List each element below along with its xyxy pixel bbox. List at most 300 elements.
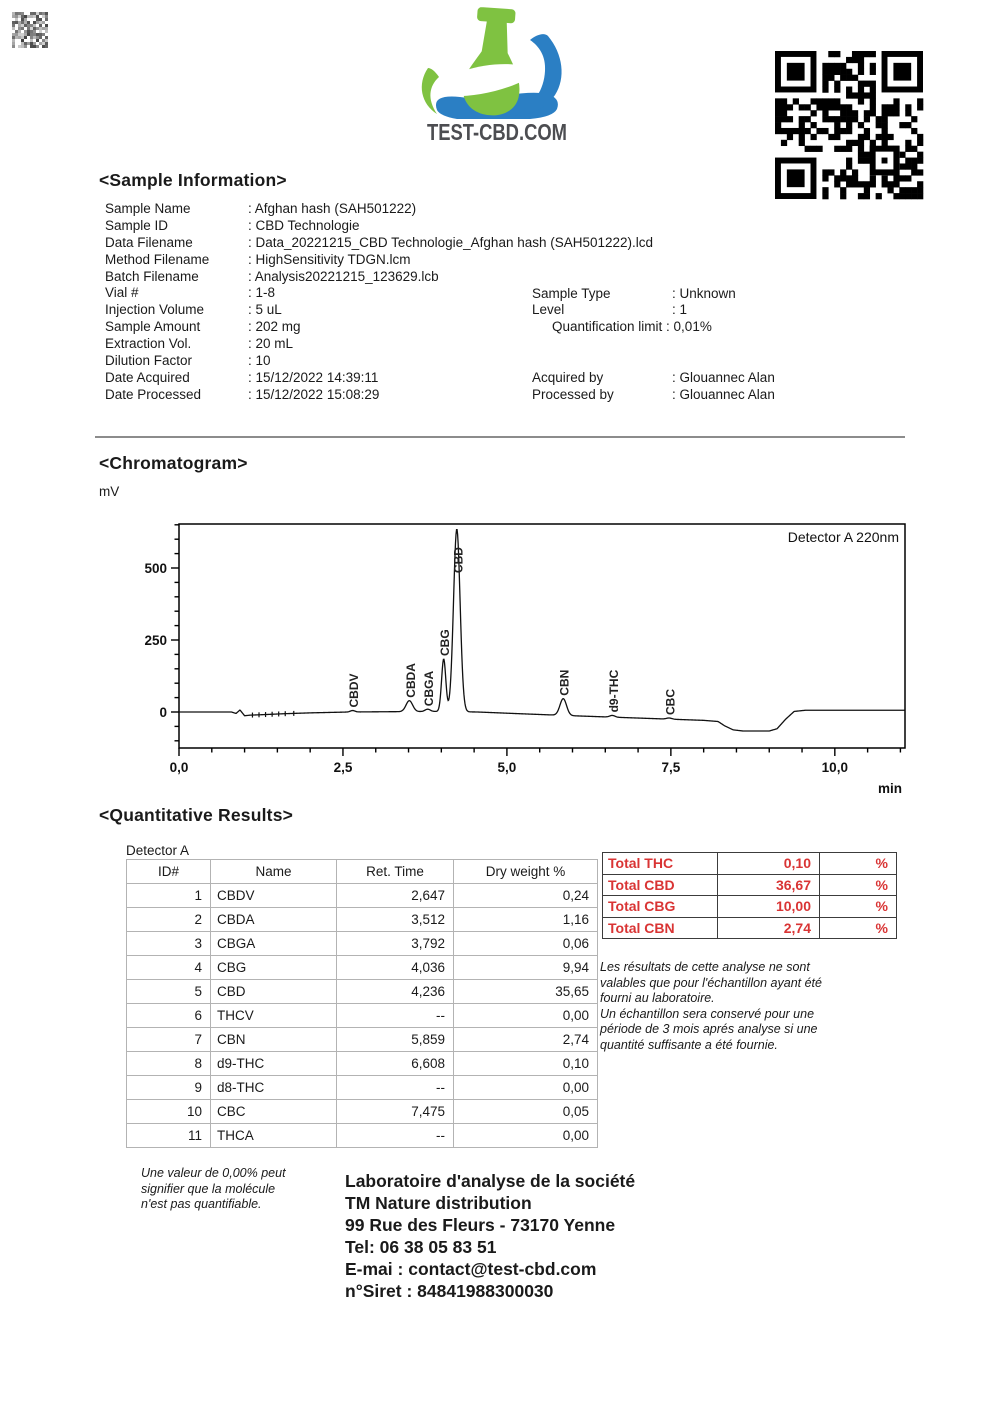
qr-module: [822, 75, 828, 81]
qr-finder-core: [893, 63, 911, 81]
datamatrix-module: [21, 42, 24, 45]
datamatrix-module: [21, 12, 24, 15]
table-cell: CBDA: [211, 908, 337, 932]
info-value: : 1-8: [248, 285, 276, 301]
qr-module: [876, 122, 882, 128]
qr-module: [870, 175, 876, 181]
qr-module: [840, 69, 846, 75]
qr-module: [858, 57, 864, 63]
qr-module: [822, 128, 828, 134]
qr-module: [822, 63, 828, 69]
footer-note: [141, 1166, 336, 1213]
footer-note-line: signifier que la molécule: [141, 1181, 276, 1196]
qr-module: [882, 140, 888, 146]
qr-module: [911, 146, 917, 152]
datamatrix-module: [42, 15, 45, 18]
qr-module: [917, 134, 923, 140]
qr-module: [905, 187, 911, 193]
table-cell: 10: [127, 1100, 211, 1124]
qr-module: [864, 187, 870, 193]
qr-module: [858, 193, 864, 199]
qr-module: [911, 128, 917, 134]
datamatrix-module: [21, 18, 24, 21]
qr-module: [834, 116, 840, 122]
y-tick-label: 500: [144, 561, 167, 576]
info-row: [105, 218, 705, 235]
datamatrix-module: [36, 33, 39, 36]
qr-module: [905, 140, 911, 146]
datamatrix-module: [30, 24, 33, 27]
qr-module: [852, 175, 858, 181]
disclaimer-line: valables que pour l'échantillon ayant été: [600, 975, 822, 990]
datamatrix-module: [36, 45, 39, 48]
totals-cell: %: [820, 917, 897, 939]
qr-module: [822, 110, 828, 116]
qr-module: [864, 158, 870, 164]
column-header: Name: [211, 860, 337, 884]
totals-cell: Total CBD: [603, 874, 718, 896]
chromatogram-trace: [179, 530, 905, 731]
column-header: Dry weight %: [454, 860, 598, 884]
qr-module: [858, 181, 864, 187]
qr-module: [846, 181, 852, 187]
contact-line: Tel: 06 38 05 83 51: [345, 1237, 497, 1257]
qr-module: [882, 122, 888, 128]
qr-module: [828, 116, 834, 122]
table-cell: THCV: [211, 1004, 337, 1028]
section-divider: [95, 436, 905, 438]
analysis-disclaimer: [600, 960, 895, 1054]
totals-cell: 10,00: [718, 896, 820, 918]
qr-module: [805, 146, 811, 152]
datamatrix-module: [42, 39, 45, 42]
contact-line: E-mai : contact@test-cbd.com: [345, 1259, 597, 1279]
footer-note-line: n'est pas quantifiable.: [141, 1197, 262, 1212]
qr-module: [816, 146, 822, 152]
table-row: [127, 980, 598, 1004]
qr-module: [858, 98, 864, 104]
qr-module: [911, 116, 917, 122]
datamatrix-module: [12, 36, 15, 39]
detector-label: Detector A: [126, 843, 190, 858]
datamatrix-module: [30, 15, 33, 18]
qr-module: [864, 128, 870, 134]
qr-module: [858, 122, 864, 128]
datamatrix-module: [21, 45, 24, 48]
qr-module: [828, 69, 834, 75]
qr-code: [770, 46, 928, 204]
qr-module: [911, 158, 917, 164]
datamatrix-module: [39, 27, 42, 30]
qr-module: [811, 146, 817, 152]
qr-module: [905, 163, 911, 169]
qr-module: [828, 51, 834, 57]
info-row: [105, 235, 705, 252]
peak-label: CBG: [438, 629, 453, 656]
datamatrix-module: [27, 42, 30, 45]
table-row: [127, 1100, 598, 1124]
datamatrix-module: [39, 12, 42, 15]
y-axis-unit-label: mV: [99, 484, 120, 499]
info-label: Data Filename: [105, 234, 193, 250]
datamatrix-module: [45, 12, 48, 15]
contact-line: Laboratoire d'analyse de la société: [345, 1171, 636, 1191]
datamatrix-module: [24, 33, 27, 36]
table-cell: 35,65: [454, 980, 598, 1004]
info-label: Sample Type: [532, 285, 611, 301]
table-cell: CBN: [211, 1028, 337, 1052]
datamatrix-module: [45, 24, 48, 27]
qr-module: [870, 63, 876, 69]
qr-module: [858, 92, 864, 98]
qr-finder-core: [787, 63, 805, 81]
datamatrix-module: [15, 15, 18, 18]
qr-module: [882, 128, 888, 134]
table-cell: 0,10: [454, 1052, 598, 1076]
table-row: [127, 956, 598, 980]
qr-module: [917, 104, 923, 110]
datamatrix-module: [12, 21, 15, 24]
qr-module: [805, 116, 811, 122]
datamatrix-module: [24, 36, 27, 39]
qr-module: [887, 104, 893, 110]
qr-module: [846, 128, 852, 134]
qr-module: [858, 140, 864, 146]
qr-module: [858, 87, 864, 93]
qr-module: [882, 110, 888, 116]
y-tick-label: 0: [159, 705, 167, 720]
totals-cell: Total CBG: [603, 896, 718, 918]
qr-module: [893, 181, 899, 187]
datamatrix-module: [30, 27, 33, 30]
chromatogram-heading: <Chromatogram>: [99, 453, 248, 473]
info-value: : CBD Technologie: [248, 217, 360, 233]
qr-module: [917, 193, 923, 199]
datamatrix-module: [15, 12, 18, 15]
qr-module: [775, 116, 781, 122]
qr-module: [852, 75, 858, 81]
table-cell: 9,94: [454, 956, 598, 980]
table-row: [127, 1028, 598, 1052]
info-label: Sample Amount: [105, 319, 201, 335]
info-row: [532, 286, 736, 303]
datamatrix-module: [24, 30, 27, 33]
qr-module: [887, 110, 893, 116]
qr-module: [846, 140, 852, 146]
peak-label: CBD: [451, 547, 466, 574]
datamatrix-module: [18, 33, 21, 36]
qr-module: [822, 87, 828, 93]
qr-module: [799, 116, 805, 122]
qr-module: [864, 134, 870, 140]
datamatrix-module: [18, 45, 21, 48]
datamatrix-module: [30, 45, 33, 48]
datamatrix-module: [39, 24, 42, 27]
logo-text: TEST-CBD.COM: [426, 119, 568, 145]
qr-module: [816, 98, 822, 104]
table-cell: 1,16: [454, 908, 598, 932]
peak-label: CBN: [557, 669, 572, 696]
qr-module: [834, 134, 840, 140]
table-cell: 2,647: [337, 884, 454, 908]
datamatrix-module: [30, 30, 33, 33]
qr-module: [852, 92, 858, 98]
datamatrix-module: [42, 33, 45, 36]
qr-module: [846, 69, 852, 75]
datamatrix-module: [45, 27, 48, 30]
qr-module: [917, 152, 923, 158]
info-value: : Analysis20221215_123629.lcb: [248, 268, 439, 284]
info-value: : Data_20221215_CBD Technologie_Afghan hash (SAH501222).lcd: [248, 234, 654, 250]
datamatrix-module: [45, 39, 48, 42]
qr-module: [840, 175, 846, 181]
info-row: [532, 370, 775, 387]
logo-flask-shape: [461, 6, 525, 117]
qr-module: [840, 63, 846, 69]
info-value: : 202 mg: [248, 319, 301, 335]
table-cell: 1: [127, 884, 211, 908]
datamatrix-module: [36, 12, 39, 15]
table-row: [127, 908, 598, 932]
qr-module: [864, 116, 870, 122]
qr-module: [775, 122, 781, 128]
datamatrix-module: [18, 15, 21, 18]
qr-module: [834, 87, 840, 93]
x-tick-label: 5,0: [497, 760, 517, 775]
qr-module: [882, 116, 888, 122]
info-label: Injection Volume: [105, 302, 205, 318]
table-cell: CBC: [211, 1100, 337, 1124]
qr-module: [834, 63, 840, 69]
qr-module: [840, 146, 846, 152]
qr-module: [846, 110, 852, 116]
qr-module: [852, 110, 858, 116]
qr-module: [846, 92, 852, 98]
datamatrix-module: [12, 27, 15, 30]
table-cell: 4: [127, 956, 211, 980]
qr-module: [787, 128, 793, 134]
totals-table: [602, 852, 897, 939]
table-cell: 0,00: [454, 1076, 598, 1100]
qr-module: [852, 140, 858, 146]
contact-line: n°Siret : 84841988300030: [345, 1281, 554, 1301]
qr-module: [805, 104, 811, 110]
test-cbd-logo-icon: [412, 2, 582, 122]
qr-module: [834, 181, 840, 187]
table-cell: 2,74: [454, 1028, 598, 1052]
info-label: Date Acquired: [105, 369, 190, 385]
table-cell: THCA: [211, 1124, 337, 1148]
peak-label: CBGA: [422, 670, 437, 707]
info-label: Extraction Vol.: [105, 336, 192, 352]
qr-module: [864, 81, 870, 87]
qr-module: [887, 187, 893, 193]
datamatrix-module: [12, 42, 15, 45]
qr-module: [911, 163, 917, 169]
info-label: Method Filename: [105, 251, 210, 267]
info-label: Vial #: [105, 285, 139, 301]
datamatrix-module: [36, 27, 39, 30]
totals-cell: 36,67: [718, 874, 820, 896]
qr-module: [846, 122, 852, 128]
qr-module: [887, 181, 893, 187]
qr-module: [840, 169, 846, 175]
qr-module: [905, 193, 911, 199]
qr-module: [775, 104, 781, 110]
qr-module: [793, 98, 799, 104]
datamatrix-module: [27, 15, 30, 18]
qr-module: [870, 69, 876, 75]
qr-module: [905, 158, 911, 164]
disclaimer-line: fourni au laboratoire.: [600, 991, 715, 1006]
datamatrix-module: [12, 33, 15, 36]
qr-module: [822, 187, 828, 193]
qr-module: [858, 152, 864, 158]
qr-module: [787, 134, 793, 140]
datamatrix-module: [39, 33, 42, 36]
table-row: [127, 1052, 598, 1076]
qr-module: [846, 158, 852, 164]
qr-module: [917, 158, 923, 164]
qr-module: [858, 63, 864, 69]
disclaimer-line: période de 3 mois aprés analyse si une: [600, 1022, 818, 1037]
qr-module: [811, 134, 817, 140]
datamatrix-module: [18, 30, 21, 33]
datamatrix-module: [36, 36, 39, 39]
qr-module: [864, 193, 870, 199]
qr-module: [781, 110, 787, 116]
qr-module: [775, 110, 781, 116]
qr-module: [840, 75, 846, 81]
peak-label: CBDV: [347, 673, 362, 708]
datamatrix-module: [18, 24, 21, 27]
qr-module: [799, 104, 805, 110]
chromatogram-plot: [130, 505, 930, 805]
x-axis-unit-label: min: [877, 781, 902, 796]
qr-module: [822, 104, 828, 110]
qr-module: [775, 98, 781, 104]
table-cell: 3: [127, 932, 211, 956]
qr-module: [811, 122, 817, 128]
qr-module: [781, 116, 787, 122]
info-value: : Glouannec Alan: [672, 370, 775, 385]
disclaimer-line: Les résultats de cette analyse ne sont: [600, 960, 810, 974]
datamatrix-module: [36, 18, 39, 21]
datamatrix-module: [21, 24, 24, 27]
disclaimer-line: quantité suffisante a été fournie.: [600, 1037, 778, 1052]
qr-module: [828, 134, 834, 140]
info-label: Processed by: [532, 386, 614, 402]
qr-module: [822, 175, 828, 181]
info-label: Sample ID: [105, 217, 169, 233]
datamatrix-module: [39, 18, 42, 21]
x-tick-label: 0,0: [169, 760, 189, 775]
qr-module: [911, 187, 917, 193]
qr-module: [876, 193, 882, 199]
qr-module: [858, 51, 864, 57]
info-label: Sample Name: [105, 201, 191, 216]
datamatrix-module: [45, 45, 48, 48]
qr-module: [846, 87, 852, 93]
info-value: : 20 mL: [248, 336, 294, 352]
table-cell: CBG: [211, 956, 337, 980]
contact-line: 99 Rue des Fleurs - 73170 Yenne: [345, 1215, 616, 1235]
info-row: [105, 201, 705, 218]
datamatrix-module: [21, 39, 24, 42]
qr-module: [781, 98, 787, 104]
x-tick-label: 7,5: [661, 760, 681, 775]
info-label: Batch Filename: [105, 268, 199, 284]
datamatrix-module: [12, 39, 15, 42]
info-value: : Afghan hash (SAH501222): [248, 201, 417, 216]
qr-module: [781, 140, 787, 146]
datamatrix-module: [36, 21, 39, 24]
table-row: [127, 932, 598, 956]
datamatrix-module: [39, 42, 42, 45]
info-label: Acquired by: [532, 370, 604, 385]
qr-module: [858, 158, 864, 164]
table-cell: d8-THC: [211, 1076, 337, 1100]
disclaimer-line: Un échantillon sera conservé pour une: [600, 1006, 815, 1021]
table-cell: 0,24: [454, 884, 598, 908]
qr-module: [899, 163, 905, 169]
info-value: : 15/12/2022 14:39:11: [248, 369, 379, 385]
table-cell: CBGA: [211, 932, 337, 956]
datamatrix-module: [33, 42, 36, 45]
datamatrix-module: [42, 42, 45, 45]
datamatrix-module: [33, 36, 36, 39]
table-cell: --: [337, 1076, 454, 1100]
datamatrix-module: [33, 24, 36, 27]
datamatrix-module: [21, 15, 24, 18]
info-value: : Unknown: [672, 285, 736, 301]
qr-module: [870, 104, 876, 110]
qr-module: [811, 98, 817, 104]
datamatrix-module: [21, 21, 24, 24]
qr-module: [781, 128, 787, 134]
qr-module: [846, 116, 852, 122]
datamatrix-module: [45, 36, 48, 39]
info-row: [105, 336, 705, 353]
datamatrix-module: [33, 30, 36, 33]
peak-label: CBDA: [403, 663, 418, 698]
results-table: [126, 859, 598, 1148]
table-cell: 7: [127, 1028, 211, 1052]
table-cell: 4,036: [337, 956, 454, 980]
qr-module: [882, 104, 888, 110]
datamatrix-module: [24, 15, 27, 18]
qr-module: [852, 51, 858, 57]
qr-module: [864, 181, 870, 187]
qr-module: [870, 92, 876, 98]
table-cell: 3,792: [337, 932, 454, 956]
qr-module: [775, 128, 781, 134]
info-value: : 15/12/2022 15:08:29: [248, 386, 380, 402]
table-cell: 5,859: [337, 1028, 454, 1052]
datamatrix-module: [24, 18, 27, 21]
table-cell: 0,00: [454, 1124, 598, 1148]
qr-module: [834, 122, 840, 128]
peak-label: CBC: [663, 689, 678, 715]
qr-module: [781, 104, 787, 110]
qr-module: [876, 116, 882, 122]
table-cell: CBD: [211, 980, 337, 1004]
qr-module: [846, 75, 852, 81]
qr-module: [917, 169, 923, 175]
qr-module: [840, 116, 846, 122]
qr-module: [864, 51, 870, 57]
info-label: Level: [532, 302, 565, 318]
